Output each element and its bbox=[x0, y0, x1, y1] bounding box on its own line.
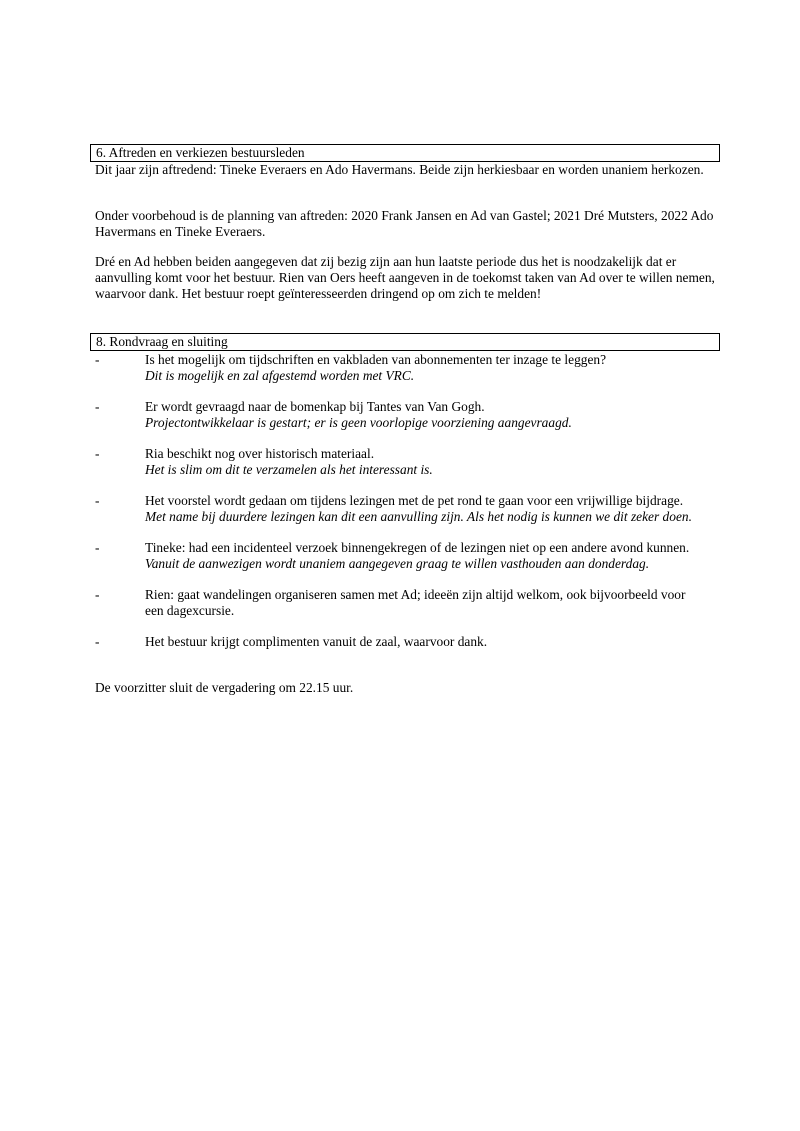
question-text: Ria beschikt nog over historisch materiaal. bbox=[145, 446, 375, 461]
answer-text: Projectontwikkelaar is gestart; er is geen voorlopige voorziening aangevraagd. bbox=[145, 415, 572, 430]
answer-text: Het is slim om dit te verzamelen als het interessant is. bbox=[145, 462, 433, 477]
section-6-paragraph-1: Dit jaar zijn aftredend: Tineke Everaers en Ado Havermans. Beide zijn herkiesbaar en worden unaniem herkozen. bbox=[95, 162, 704, 177]
list-dash: - bbox=[95, 493, 100, 508]
list-dash: - bbox=[95, 587, 100, 602]
section-6-header: 6. Aftreden en verkiezen bestuursleden bbox=[90, 144, 720, 162]
list-item bbox=[95, 446, 705, 478]
closing-statement: De voorzitter sluit de vergadering om 22.15 uur. bbox=[95, 680, 354, 695]
section-6-paragraph-3: Dré en Ad hebben beiden aangegeven dat zij bezig zijn aan hun laatste periode dus het is noodzakelijk dat er aanvulling komt voor het bestuur. Rien van Oers heeft aangeven in de toekomst taken van Ad over te willen nemen, waarvoor dank. Het bestuur roept geïnteresseerden dringend op om zich te melden! bbox=[95, 254, 715, 301]
list-item bbox=[95, 493, 705, 525]
list-dash: - bbox=[95, 634, 100, 649]
question-text: Tineke: had een incidenteel verzoek binnengekregen of de lezingen niet op een andere avond kunnen. bbox=[145, 540, 690, 555]
list-item bbox=[95, 587, 705, 619]
list-dash: - bbox=[95, 446, 100, 461]
question-text: Het bestuur krijgt complimenten vanuit de zaal, waarvoor dank. bbox=[145, 634, 488, 649]
section-8-header: 8. Rondvraag en sluiting bbox=[90, 333, 720, 351]
question-text: Rien: gaat wandelingen organiseren samen met Ad; ideeën zijn altijd welkom, ook bijvoorbeeld voor een dagexcursie. bbox=[145, 587, 686, 618]
list-dash: - bbox=[95, 540, 100, 555]
answer-text: Vanuit de aanwezigen wordt unaniem aangegeven graag te willen vasthouden aan donderdag. bbox=[145, 556, 650, 571]
answer-text: Met name bij duurdere lezingen kan dit een aanvulling zijn. Als het nodig is kunnen we dit zeker doen. bbox=[145, 509, 692, 524]
list-item bbox=[95, 352, 705, 384]
section-6-paragraph-2: Onder voorbehoud is de planning van aftreden: 2020 Frank Jansen en Ad van Gastel; 2021 Dré Mutsters, 2022 Ado Havermans en Tineke Everaers. bbox=[95, 208, 714, 239]
list-dash: - bbox=[95, 352, 100, 367]
question-text: Er wordt gevraagd naar de bomenkap bij Tantes van Van Gogh. bbox=[145, 399, 485, 414]
question-text: Is het mogelijk om tijdschriften en vakbladen van abonnementen ter inzage te leggen? bbox=[145, 352, 607, 367]
rondvraag-list bbox=[95, 352, 705, 665]
list-item bbox=[95, 399, 705, 431]
list-dash: - bbox=[95, 399, 100, 414]
answer-text: Dit is mogelijk en zal afgestemd worden met VRC. bbox=[145, 368, 415, 383]
list-item bbox=[95, 540, 705, 572]
list-item bbox=[95, 634, 705, 650]
question-text: Het voorstel wordt gedaan om tijdens lezingen met de pet rond te gaan voor een vrijwillige bijdrage. bbox=[145, 493, 684, 508]
